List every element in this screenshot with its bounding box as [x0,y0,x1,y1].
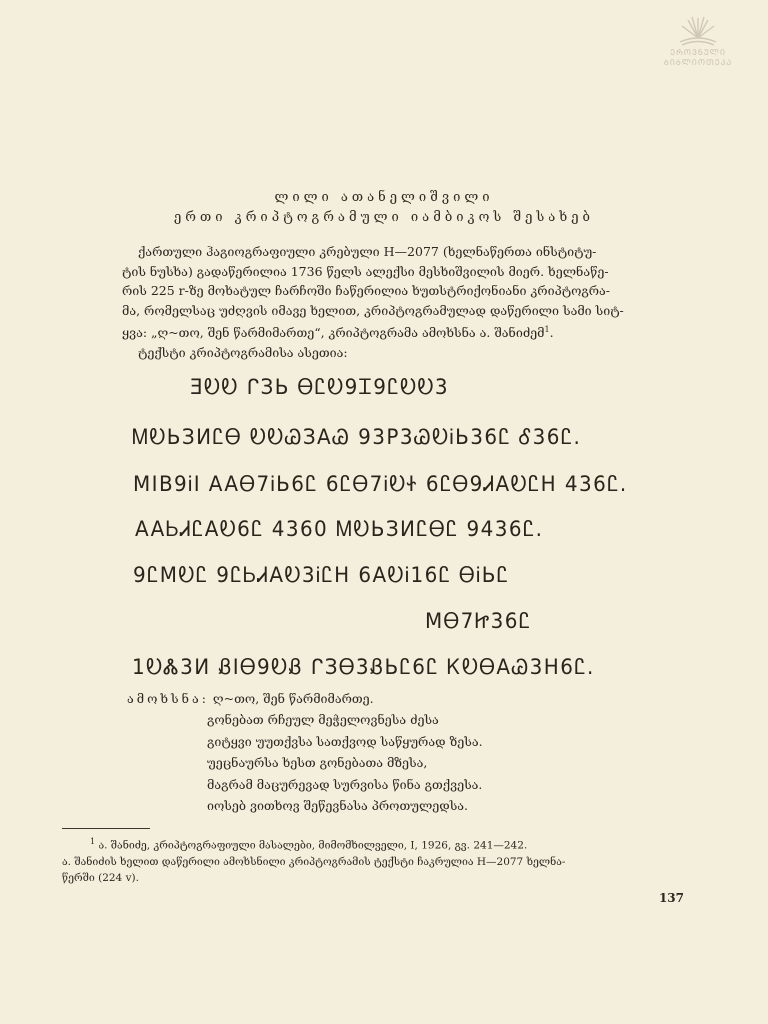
footnote-line-text: ა. შანიძე, კრიპტოგრაფიული მასალები, მიმომხილველი, I, 1926, გვ. 241—242. [98,839,528,852]
book-leaves-icon [676,14,720,48]
cryptogram-line: 9ᏝMᎧᏝ 9ᏝᏏᏗAᎧ3ᎥᏝH 6AᎧᎥ16Ꮭ ᎾᎥЬᏝ [133,563,510,587]
footnote [62,834,684,886]
decoding-header [127,688,687,710]
cryptogram-line: MIB9ᎥI AAᎾ7ᎥЬ6Ꮭ 6ᏝᎾ7ᎥᎧᏐ 6ᏝᎾ9ᏗAᎧᏝH 436Ꮭ. [133,472,628,496]
footnote-divider [62,828,150,829]
intro-line: ტექსტი კრიპტოგრამისა ასეთია: [138,344,348,360]
library-logo [648,14,748,68]
decoding-label: ამოხსნა: [127,691,209,706]
cryptogram-line: 1ᎧᏜ3И ᏰIᎾ9ᎧᏰ ᒋЗᎾ3ᏰЬᏝ6Ꮭ ᏦᎧᎾAᏊ3H6Ꮭ. [132,655,595,679]
verse-line: უეცნაურსა ხესთ გონებათა მზესა, [207,755,428,770]
footnote-mark: 1 [90,837,96,846]
intro-line-text: ყვა: „ღ~თო, შენ წარმიმართე“, კრიპტოგრამა ამოხსნა ა. შანიძემ [122,325,545,341]
footnote-line: წერში (224 v). [62,871,139,884]
intro-line: მა, რომელსაც უძღვის იმავე ხელით, კრიპტოგრამულად დაწერილი სამი სიტ- [122,302,624,318]
page-number: 137 [658,891,684,905]
footnote-reference: 1 [544,325,550,334]
footnote-line: ა. შანიძის ხელით დაწერილი ამოხსნილი კრიპტოგრამის ტექსტი ჩაკრულია H—2077 ხელნა- [62,855,566,868]
verse-line: გიტყვი უუთქვსა სათქვოდ საწყურად ზესა. [207,733,483,749]
cryptogram-line: MᎾ7Ꮵ36Ꮭ [425,609,532,633]
verse-line: იოსებ ვითხოვ შეწევნასა პროთულედსა. [207,798,469,813]
footnote-line [62,834,684,854]
cryptogram-line: ƎᎧᎧ ᒋЗЬ ᎾᏝᎧ9Ꮖ9ᏝᎧᎧ3 [190,375,449,399]
author-name: ლილი ათანელიშვილი [274,190,494,205]
intro-line: ქართული ჰაგიოგრაფიული კრებული H—2077 (ხელნაწერთა ინსტიტუ- [138,244,597,259]
intro-line: ტის ნუსხა) გადაწერილია 1736 წელს ალექსი მესხიშვილის მიერ. ხელნაწე- [122,263,609,279]
decoded-verse [207,709,483,817]
intro-line: რის 225 r-ზე მოხატულ ჩარჩოში ჩაწერილია ხუთსტრიქონიანი კრიპტოგრა- [122,283,611,298]
verse-line: მაგრამ მაცურევად სურვისა წინა გთქვესა. [207,776,483,792]
article-title: ერთი კრიპტოგრამული იამბიკოს შესახებ [174,210,594,225]
logo-text-line1: ᲔᲠᲝᲕᲜᲣᲚᲘ [670,48,726,57]
verse-line: გონებათ რჩეულ მეჭელოვნესა ძესა [207,712,439,727]
decoding-first-line: ღ~თო, შენ წარმიმართე. [212,691,374,706]
intro-line [122,320,682,343]
intro-paragraph [122,242,682,362]
cryptogram-line: AAᏏᏗᏝAᎧ6Ꮭ 4360 ᎷᎧЬЗИᏝᎾᏝ 9436Ꮭ. [135,517,544,541]
cryptogram-line: ᎷᎧЬЗИᏝᎾ ᎧᎧᏊЗAᏊ 93P3ᏊᎧᎥЬ36Ꮭ Ꮄ36Ꮭ. [132,425,582,449]
logo-text-line2: ᲑᲘᲑᲚᲘᲝᲗᲔᲙᲐ [663,58,733,67]
intro-line-end: . [549,325,554,341]
